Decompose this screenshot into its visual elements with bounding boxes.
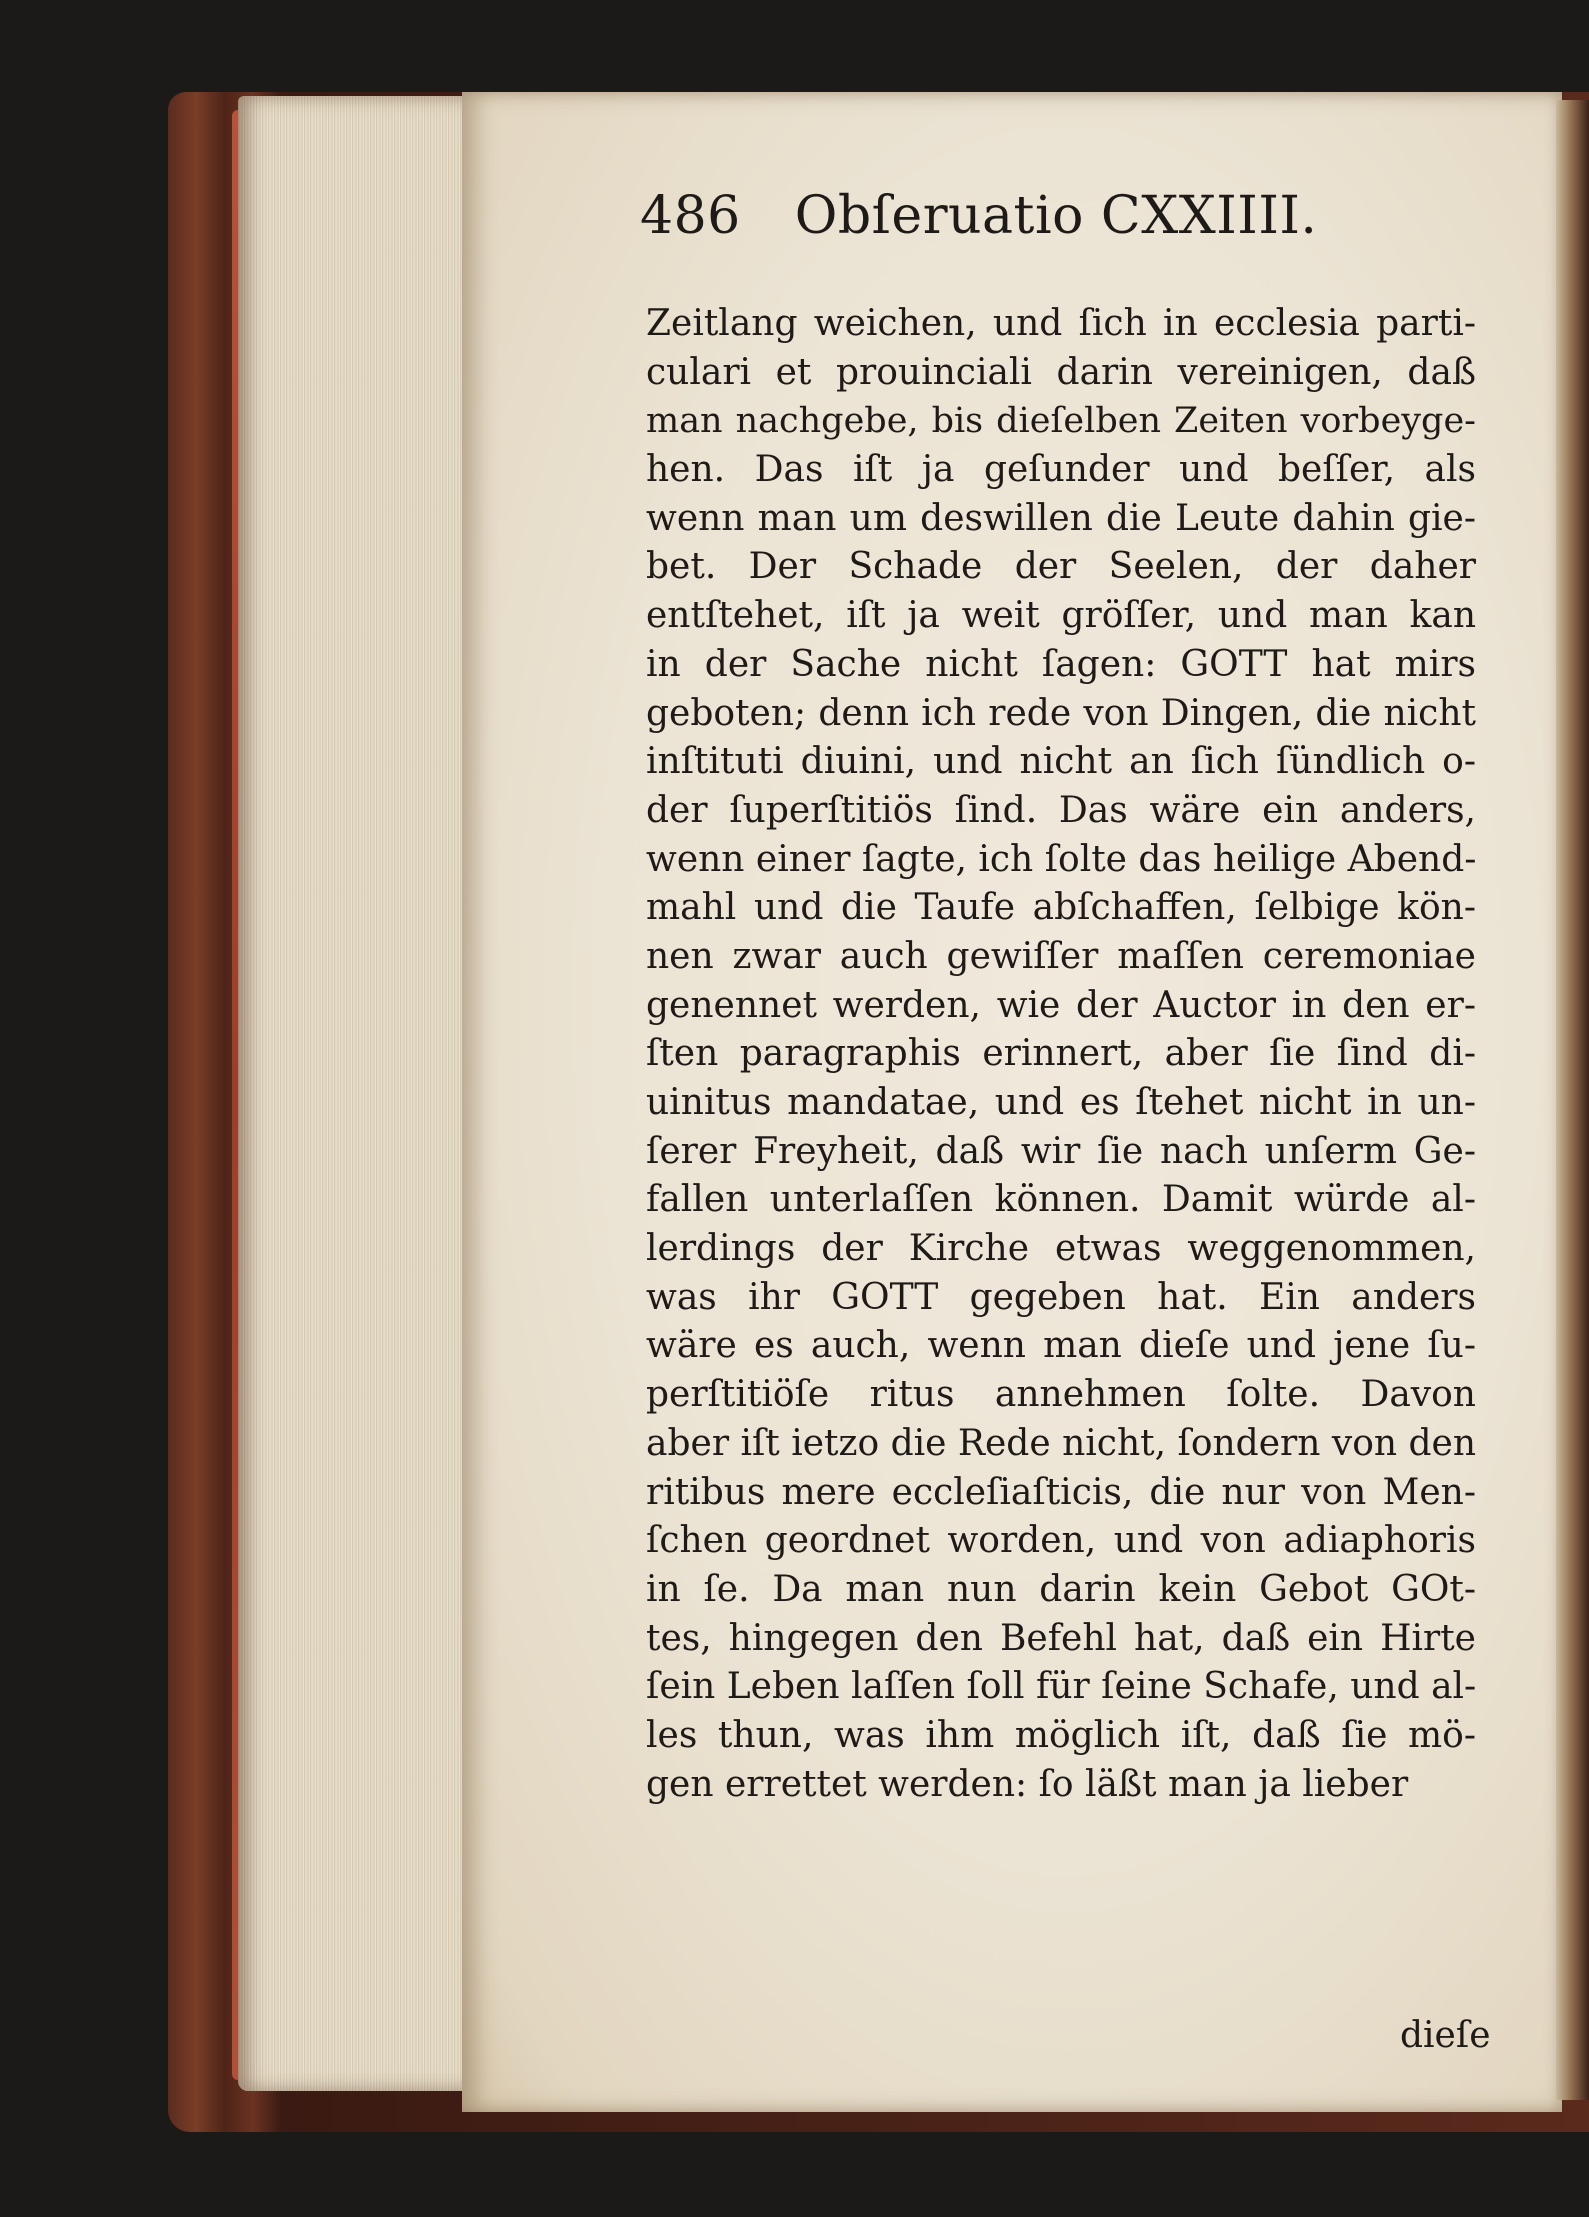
body-text bbox=[646, 300, 1476, 1809]
text-line: man nachgebe, bis dieſelben Zeiten vorbeyge- bbox=[646, 401, 1476, 442]
running-header bbox=[640, 186, 1317, 266]
text-line: perſtitiöſe ritus annehmen ſolte. Davon bbox=[646, 1374, 1476, 1416]
text-line: in ſe. Da man nun darin kein Gebot GOt- bbox=[646, 1568, 1476, 1610]
text-line: lerdings der Kirche etwas weggenommen, bbox=[646, 1228, 1476, 1270]
text-line: gen errettet werden: ſo läßt man ja lieber bbox=[646, 1763, 1409, 1805]
page-number: 486 bbox=[640, 186, 741, 246]
text-line: ſchen geordnet worden, und von adiaphoris bbox=[646, 1520, 1476, 1562]
text-line: der ſuperſtitiös ſind. Das wäre ein anders, bbox=[646, 789, 1476, 831]
text-line: entſtehet, iſt ja weit gröſſer, und man kan bbox=[646, 595, 1476, 637]
text-line: Zeitlang weichen, und ſich in ecclesia parti- bbox=[646, 303, 1476, 344]
text-line: mahl und die Taufe abſchaffen, ſelbige kön- bbox=[646, 887, 1476, 929]
text-line: ſein Leben laſſen ſoll für ſeine Schafe, und al- bbox=[646, 1666, 1476, 1708]
text-line: inſtituti diuini, und nicht an ſich ſündlich o- bbox=[646, 741, 1476, 783]
text-line: les thun, was ihm möglich iſt, daß ſie mö- bbox=[646, 1714, 1476, 1756]
text-line: uinitus mandatae, und es ſtehet nicht in un- bbox=[646, 1082, 1476, 1123]
text-line: bet. Der Schade der Seelen, der daher bbox=[646, 546, 1476, 588]
text-line: culari et prouinciali darin vereinigen, daß bbox=[646, 351, 1476, 393]
header-title: Obſeruatio CXXIIII. bbox=[794, 186, 1318, 246]
text-line: aber iſt ietzo die Rede nicht, ſondern von den bbox=[646, 1422, 1476, 1464]
text-line: ſerer Freyheit, daß wir ſie nach unſerm Ge- bbox=[646, 1130, 1476, 1172]
text-line: ritibus mere eccleſiaſticis, die nur von Men- bbox=[646, 1471, 1476, 1513]
text-line: fallen unterlaſſen können. Damit würde al- bbox=[646, 1179, 1476, 1221]
text-line: hen. Das iſt ja geſunder und beſſer, als bbox=[646, 449, 1476, 491]
text-line: tes, hingegen den Befehl hat, daß ein Hirte bbox=[646, 1617, 1476, 1659]
text-line: nen zwar auch gewiſſer maſſen ceremoniae bbox=[646, 935, 1476, 977]
facing-page-edge bbox=[1556, 100, 1589, 2100]
catchword: dieſe bbox=[1400, 2015, 1491, 2056]
page-stack-edges bbox=[238, 96, 468, 2091]
text-line: wenn einer ſagte, ich ſolte das heilige Abend- bbox=[646, 838, 1476, 880]
text-line: ſten paragraphis erinnert, aber ſie ſind di- bbox=[646, 1033, 1476, 1075]
text-line: was ihr GOTT gegeben hat. Ein anders bbox=[646, 1276, 1476, 1318]
text-line: in der Sache nicht ſagen: GOTT hat mirs bbox=[646, 643, 1476, 685]
text-line: wäre es auch, wenn man dieſe und jene ſu- bbox=[646, 1325, 1476, 1367]
text-line: geboten; denn ich rede von Dingen, die nicht bbox=[646, 692, 1476, 734]
text-line: wenn man um deswillen die Leute dahin gie- bbox=[646, 497, 1476, 539]
text-line: genennet werden, wie der Auctor in den er- bbox=[646, 984, 1476, 1026]
